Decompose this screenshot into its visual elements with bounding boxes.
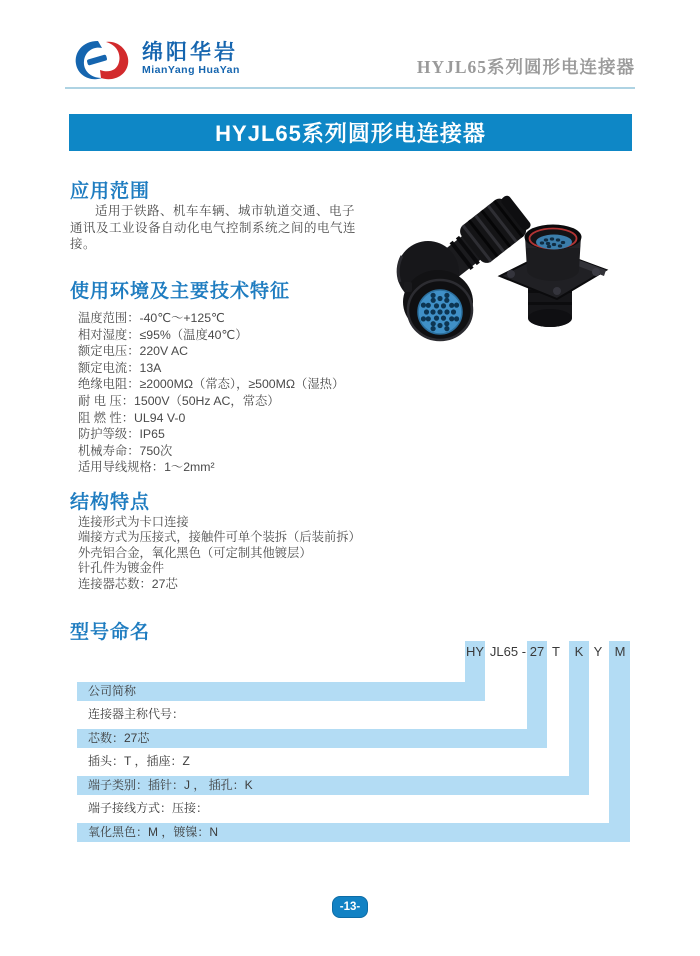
feature-line: 针孔件为镀金件: [78, 561, 165, 576]
spec-list: [78, 310, 344, 476]
section-heading-structure: 结构特点: [70, 492, 151, 513]
spec-line: 适用导线规格：1～2mm²: [78, 460, 215, 475]
plug-connector: [397, 192, 534, 340]
logo-name-en: MianYang HuaYan: [142, 63, 240, 76]
code-segment: JL65 -: [489, 644, 527, 659]
feature-line: 外壳铝合金，氧化黑色（可定制其他镀层）: [78, 545, 312, 560]
spec-line: 阻 燃 性：UL94 V-0: [78, 410, 186, 425]
header-divider: [65, 87, 635, 89]
feature-line: 连接形式为卡口连接: [78, 515, 189, 529]
section-heading-application: 应用范围: [70, 181, 151, 202]
spec-line: 额定电流：13A: [78, 360, 162, 375]
header-doc-title: HYJL65系列圆形电连接器: [416, 57, 635, 77]
spec-line: 额定电压：220V AC: [78, 344, 189, 359]
section-heading-tech: 使用环境及主要技术特征: [70, 281, 291, 302]
logo-name-cn: 绵阳华岩: [142, 40, 238, 64]
naming-row: 插头：T ，插座：Z: [88, 754, 190, 768]
naming-row: 芯数：27芯: [77, 729, 547, 748]
spec-line: 绝缘电阻：≥2000MΩ（常态），≥500MΩ（湿热）: [78, 377, 345, 392]
company-logo: [68, 34, 240, 84]
spec-line: 相对湿度：≤95%（温度40℃）: [78, 327, 248, 342]
naming-bar-vertical: [609, 641, 630, 842]
code-segment: K: [574, 644, 584, 659]
spec-line: 温度范围：-40℃～+125℃: [78, 311, 225, 325]
code-segment: 27: [529, 644, 545, 659]
application-body: 适用于铁路、机车车辆、城市轨道交通、电子通讯及工业设备自动化电气控制系统之间的电气连接。: [70, 204, 357, 251]
naming-row: 端子接线方式：压接：: [88, 801, 209, 815]
code-segment: M: [614, 644, 626, 659]
code-segment: HY: [465, 644, 485, 659]
naming-row: 氧化黑色：M ，镀镍：N: [77, 823, 630, 842]
naming-row: 端子类别：插针：J ， 插孔：K: [77, 776, 589, 795]
spec-line: 机械寿命：750次: [78, 443, 173, 458]
spec-line: 防护等级：IP65: [78, 427, 165, 442]
feature-list: [78, 515, 361, 592]
product-photo: [352, 186, 644, 348]
series-banner: HYJL65系列圆形电连接器: [69, 114, 632, 151]
section-heading-naming: 型号命名: [70, 622, 151, 643]
spec-line: 耐 电 压：1500V（50Hz AC，常态）: [78, 393, 280, 408]
page-number-badge: -13-: [332, 896, 368, 918]
huayan-logo-icon: [68, 34, 134, 84]
code-segment: T: [552, 644, 560, 659]
logo-text: [142, 42, 240, 77]
code-segment: Y: [593, 644, 603, 659]
naming-row: 连接器主称代号：: [88, 707, 185, 721]
naming-row: 公司简称: [77, 682, 485, 701]
feature-line: 端接方式为压接式，接触件可单个装拆（后装前拆）: [78, 530, 361, 545]
naming-bar-vertical: [569, 641, 589, 795]
feature-line: 连接器芯数：27芯: [78, 576, 178, 591]
